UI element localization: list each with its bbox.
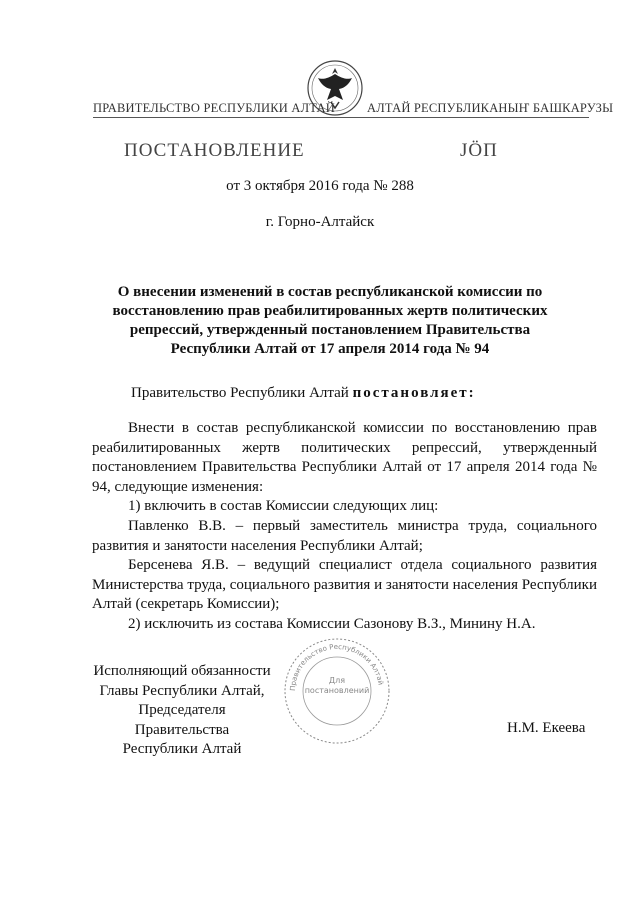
signatory-position — [92, 662, 272, 760]
document-title: О внесении изменений в состав республиканской комиссии по восстановлению прав реабилитированных жертв политических репрессий, утвержденный постановлением Правительства Республики Алтай от 17 апреля 2014 года № 94 — [112, 284, 548, 357]
government-line-prefix: Правительство Республики Алтай — [131, 385, 353, 401]
signatory-line: Республики Алтай — [122, 741, 242, 758]
header-right-title: АЛТАЙ РЕСПУБЛИКАНЫҤ БАШКАРУЗЫ — [367, 101, 614, 115]
official-stamp — [282, 636, 392, 746]
signatory-line: Исполняющий обязанности — [93, 663, 271, 679]
stamp-ring-text: Правительство Республики Алтай — [288, 642, 385, 692]
decree-word: постановляет: — [352, 385, 476, 401]
government-line — [131, 385, 476, 402]
signatory-line: Главы Республики Алтай, — [99, 682, 265, 699]
header-left-title: ПРАВИТЕЛЬСТВО РЕСПУБЛИКИ АЛТАЙ — [93, 101, 335, 115]
document-city: г. Горно-Алтайск — [265, 214, 375, 230]
document-date: от 3 октября 2016 года № 288 — [226, 178, 414, 194]
body-paragraph: 2) исключить из состава Комиссии Сазонову В.З., Минину Н.А. — [128, 615, 536, 632]
document-body — [92, 419, 597, 635]
doc-type-russian: ПОСТАНОВЛЕНИЕ — [124, 140, 305, 161]
signatory-line: Председателя Правительства — [134, 702, 230, 738]
body-paragraph: 1) включить в состав Комиссии следующих лиц: — [128, 498, 439, 515]
body-paragraph: Берсенева Я.В. – ведущий специалист отдела социального развития Министерства труда, социального развития и занятости населения Республики Алтай (секретарь Комиссии); — [92, 557, 597, 613]
body-paragraph: Внести в состав республиканской комиссии по восстановлению прав реабилитированных жертв политических репрессий, утвержденный постановлением Правительства Республики Алтай от 17 апреля 2014 года № 94, следующие изменения: — [92, 420, 597, 495]
header-divider — [93, 117, 589, 118]
body-paragraph: Павленко В.В. – первый заместитель министра труда, социального развития и занятости населения Республики Алтай; — [92, 517, 597, 554]
signatory-name: Н.М. Екеева — [507, 720, 586, 736]
stamp-center-text: Для постановлений — [304, 676, 370, 695]
doc-type-altai: ЈӦП — [460, 140, 498, 161]
